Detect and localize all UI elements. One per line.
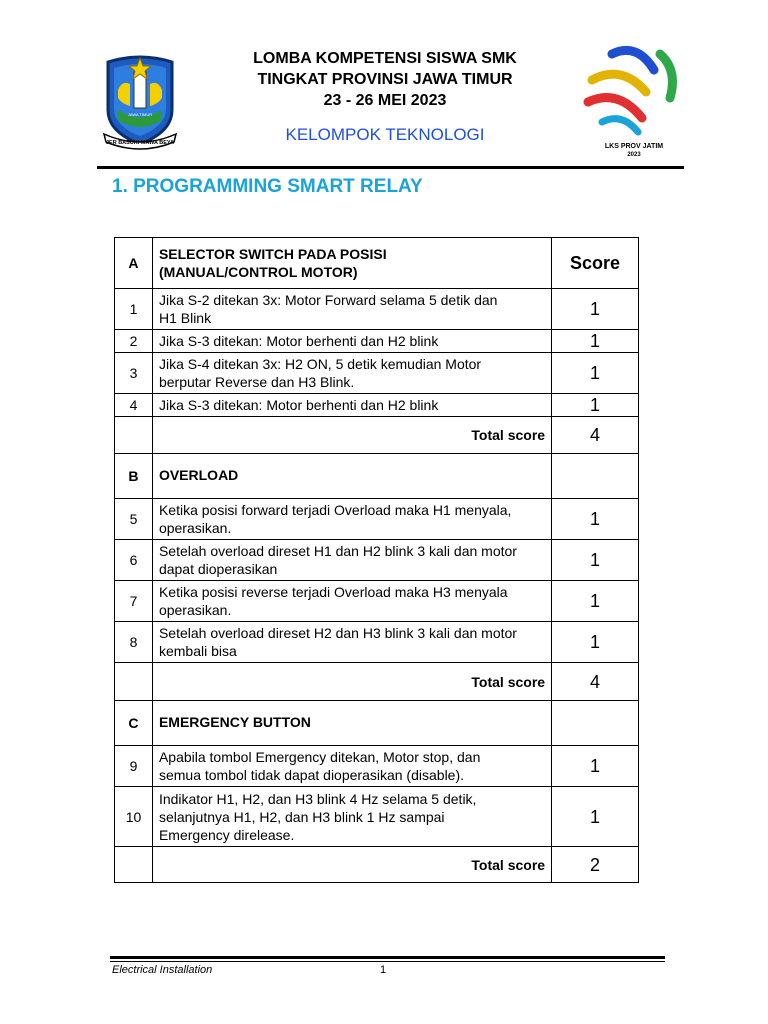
total-score: 2 bbox=[552, 847, 639, 883]
item-line: selanjutnya H1, H2, dan H3 blink 1 Hz sampai bbox=[158, 808, 445, 825]
item-score: 1 bbox=[552, 540, 639, 581]
table-row bbox=[115, 289, 639, 330]
item-number: 3 bbox=[115, 353, 153, 394]
item-score: 1 bbox=[552, 581, 639, 622]
item-description bbox=[152, 746, 551, 787]
item-description bbox=[152, 540, 551, 581]
item-line: operasikan. bbox=[158, 602, 232, 618]
footer-divider bbox=[110, 956, 665, 959]
item-line: Setelah overload direset H1 dan H2 blink 3 kali dan motor bbox=[158, 543, 517, 559]
total-label: Total score bbox=[152, 663, 551, 701]
item-line: Emergency direlease. bbox=[158, 826, 295, 843]
item-line: Jika S-2 ditekan 3x: Motor Forward selama 5 detik dan bbox=[158, 292, 498, 308]
item-line: dapat dioperasikan bbox=[158, 561, 278, 577]
title-line-2: TINGKAT PROVINSI JAWA TIMUR bbox=[257, 71, 513, 88]
table-row bbox=[115, 394, 639, 417]
item-line: Jika S-3 ditekan: Motor berhenti dan H2 blink bbox=[158, 333, 439, 349]
section-code: C bbox=[115, 701, 153, 746]
section-code: B bbox=[115, 454, 153, 499]
score-table bbox=[114, 237, 639, 883]
empty-cell bbox=[115, 847, 153, 883]
item-line: Apabila tombol Emergency ditekan, Motor stop, dan bbox=[158, 749, 481, 765]
total-row bbox=[115, 663, 639, 701]
item-description bbox=[152, 289, 551, 330]
item-line: Jika S-4 ditekan 3x: H2 ON, 5 detik kemudian Motor bbox=[158, 356, 482, 372]
footer-divider-thin bbox=[110, 961, 665, 962]
item-line: kembali bisa bbox=[158, 643, 237, 659]
footer-label: Electrical Installation bbox=[112, 964, 213, 976]
section-title-line: SELECTOR SWITCH PADA POSISI bbox=[158, 246, 387, 262]
table-row bbox=[115, 353, 639, 394]
item-score: 1 bbox=[552, 499, 639, 540]
emblem-ribbon-text: JER BASUKI MAWA BEYA bbox=[105, 140, 175, 146]
item-line: Indikator H1, H2, dan H3 blink 4 Hz selama 5 detik, bbox=[158, 790, 477, 807]
total-label: Total score bbox=[152, 847, 551, 883]
item-score: 1 bbox=[552, 330, 639, 353]
lks-logo-year: 2023 bbox=[627, 152, 641, 158]
document-header bbox=[100, 40, 680, 170]
total-score: 4 bbox=[552, 417, 639, 454]
header-divider bbox=[97, 166, 684, 169]
item-description bbox=[152, 581, 551, 622]
item-score: 1 bbox=[552, 394, 639, 417]
item-number: 2 bbox=[115, 330, 153, 353]
subtitle: KELOMPOK TEKNOLOGI bbox=[285, 125, 485, 144]
item-description bbox=[152, 330, 551, 353]
title-line-1: LOMBA KOMPETENSI SISWA SMK bbox=[253, 50, 517, 67]
item-line: operasikan. bbox=[158, 520, 232, 536]
empty-cell bbox=[552, 701, 639, 746]
table-row bbox=[115, 581, 639, 622]
table-row bbox=[115, 540, 639, 581]
section-title-line: (MANUAL/CONTROL MOTOR) bbox=[158, 264, 358, 280]
section-header-row bbox=[115, 701, 639, 746]
lks-logo-label: LKS PROV JATIM bbox=[604, 143, 664, 150]
item-description bbox=[152, 787, 551, 847]
section-title-line: EMERGENCY BUTTON bbox=[158, 714, 311, 730]
item-score: 1 bbox=[552, 622, 639, 663]
title-line-3: 23 - 26 MEI 2023 bbox=[323, 92, 447, 109]
item-line: Ketika posisi forward terjadi Overload maka H1 menyala, bbox=[158, 502, 512, 518]
item-score: 1 bbox=[552, 289, 639, 330]
score-column-header: Score bbox=[552, 238, 639, 289]
total-score: 4 bbox=[552, 663, 639, 701]
item-number: 4 bbox=[115, 394, 153, 417]
item-number: 7 bbox=[115, 581, 153, 622]
item-description bbox=[152, 499, 551, 540]
item-number: 10 bbox=[115, 787, 153, 847]
lks-logo-icon bbox=[582, 40, 682, 160]
item-line: Setelah overload direset H2 dan H3 blink 3 kali dan motor bbox=[158, 625, 517, 641]
table-row bbox=[115, 622, 639, 663]
table-row bbox=[115, 499, 639, 540]
empty-cell bbox=[552, 454, 639, 499]
item-description bbox=[152, 353, 551, 394]
empty-cell bbox=[115, 417, 153, 454]
item-description bbox=[152, 622, 551, 663]
table-row bbox=[115, 746, 639, 787]
item-score: 1 bbox=[552, 353, 639, 394]
section-title-cell bbox=[152, 238, 551, 289]
item-line: semua tombol tidak dapat dioperasikan (disable). bbox=[158, 767, 465, 783]
item-line: berputar Reverse dan H3 Blink. bbox=[158, 374, 355, 390]
section-header-row bbox=[115, 238, 639, 289]
table-row bbox=[115, 787, 639, 847]
item-line: Ketika posisi reverse terjadi Overload maka H3 menyala bbox=[158, 584, 508, 600]
item-score: 1 bbox=[552, 746, 639, 787]
item-number: 8 bbox=[115, 622, 153, 663]
item-score: 1 bbox=[552, 787, 639, 847]
emblem-label-text: JAWA TIMUR bbox=[127, 112, 153, 117]
item-number: 1 bbox=[115, 289, 153, 330]
section-title: 1. PROGRAMMING SMART RELAY bbox=[112, 176, 423, 197]
page-number: 1 bbox=[380, 964, 387, 976]
section-code: A bbox=[115, 238, 153, 289]
section-header-row bbox=[115, 454, 639, 499]
table-row bbox=[115, 330, 639, 353]
total-row bbox=[115, 847, 639, 883]
section-title-cell bbox=[152, 701, 551, 746]
item-line: H1 Blink bbox=[158, 310, 212, 326]
total-label: Total score bbox=[152, 417, 551, 454]
total-row bbox=[115, 417, 639, 454]
item-number: 5 bbox=[115, 499, 153, 540]
jawa-timur-emblem-icon bbox=[100, 50, 180, 150]
empty-cell bbox=[115, 663, 153, 701]
item-description bbox=[152, 394, 551, 417]
item-number: 9 bbox=[115, 746, 153, 787]
section-title-cell bbox=[152, 454, 551, 499]
title-block bbox=[190, 48, 580, 145]
section-title-line: OVERLOAD bbox=[158, 467, 239, 483]
item-number: 6 bbox=[115, 540, 153, 581]
item-line: Jika S-3 ditekan: Motor berhenti dan H2 blink bbox=[158, 397, 439, 413]
